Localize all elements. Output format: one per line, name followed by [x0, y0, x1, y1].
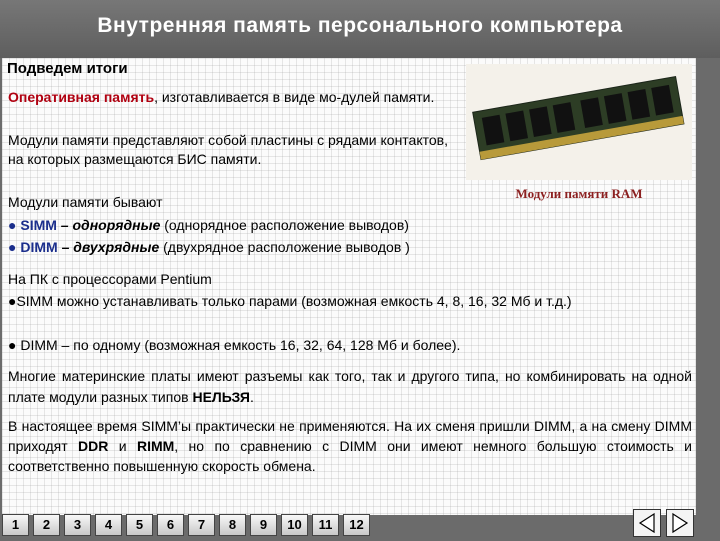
type-desc: (двухрядное расположение выводов ) [159, 239, 410, 255]
ddr-label: DDR [78, 438, 109, 454]
image-caption: Модули памяти RAM [515, 186, 643, 201]
bullet-icon: ● [8, 239, 17, 255]
type-dash: – [57, 239, 74, 255]
type-desc: (однорядное расположение выводов) [160, 217, 409, 233]
triangle-right-icon [667, 510, 693, 536]
modules-description: Модули памяти представляют собой пластины с рядами контактов, на которых размещаются БИС памяти. [8, 132, 448, 167]
pentium-intro: На ПК с процессорами Pentium [8, 271, 212, 287]
type-kind: двухрядные [73, 239, 160, 255]
type-dimm [8, 238, 648, 257]
ram-definition [8, 88, 448, 107]
motherboard-text: Многие материнские платы имеют разъемы как того, так и другого типа, но комбинировать на одной плате модули разных типов [8, 368, 692, 405]
title-bar [0, 0, 720, 58]
nav-slide-9[interactable]: 9 [250, 514, 277, 536]
type-name: SIMM [20, 217, 57, 233]
nav-slide-2[interactable]: 2 [33, 514, 60, 536]
nav-slide-6[interactable]: 6 [157, 514, 184, 536]
pentium-simm: ●SIMM можно устанавливать только парами (возможная емкость 4, 8, 16, 32 Мб и т.д.) [8, 293, 572, 309]
type-kind: однорядные [72, 217, 161, 233]
nav-slide-11[interactable]: 11 [312, 514, 339, 536]
section-heading: Подведем итоги [7, 60, 128, 77]
slide-nav [0, 514, 372, 540]
nav-slide-3[interactable]: 3 [64, 514, 91, 536]
rimm-label: RIMM [136, 438, 175, 454]
ram-term: Оперативная память [8, 89, 155, 105]
motherboard-end: . [249, 389, 254, 405]
current-text-2: , но по сравнению с DIMM они имеют немного большую стоимость и соответственно повышенную скорость обмена. [8, 438, 692, 474]
modules-types-intro: Модули памяти бывают [8, 194, 163, 210]
pentium-dimm: ● DIMM – по одному (возможная емкость 16, 32, 64, 128 Мб и более). [8, 337, 461, 353]
current-text-1: В настоящее время SIMM’ы практически не применяются. На их сменя пришли DIMM, а на смену DIMM приходят [8, 418, 692, 454]
nav-slide-5[interactable]: 5 [126, 514, 153, 536]
ram-module-image [466, 64, 692, 180]
nav-slide-8[interactable]: 8 [219, 514, 246, 536]
triangle-left-icon [634, 510, 660, 536]
type-simm [8, 216, 648, 235]
content-panel [2, 58, 696, 515]
motherboard-note [8, 366, 692, 408]
type-dash: – [56, 217, 73, 233]
bullet-icon: ● [8, 217, 17, 233]
and-text: и [108, 438, 137, 454]
nav-slide-7[interactable]: 7 [188, 514, 215, 536]
nav-slide-12[interactable]: 12 [343, 514, 370, 536]
motherboard-strong: НЕЛЬЗЯ [192, 389, 250, 405]
nav-slide-1[interactable]: 1 [2, 514, 29, 536]
ram-definition-text: , изготавливается в виде мо-дулей памяти. [154, 89, 435, 105]
type-name: DIMM [20, 239, 58, 255]
slide-title: Внутренняя память персонального компьютера [97, 14, 623, 37]
current-state [8, 416, 692, 476]
next-slide-button[interactable] [666, 509, 694, 537]
prev-slide-button[interactable] [633, 509, 661, 537]
nav-slide-10[interactable]: 10 [281, 514, 308, 536]
nav-slide-4[interactable]: 4 [95, 514, 122, 536]
